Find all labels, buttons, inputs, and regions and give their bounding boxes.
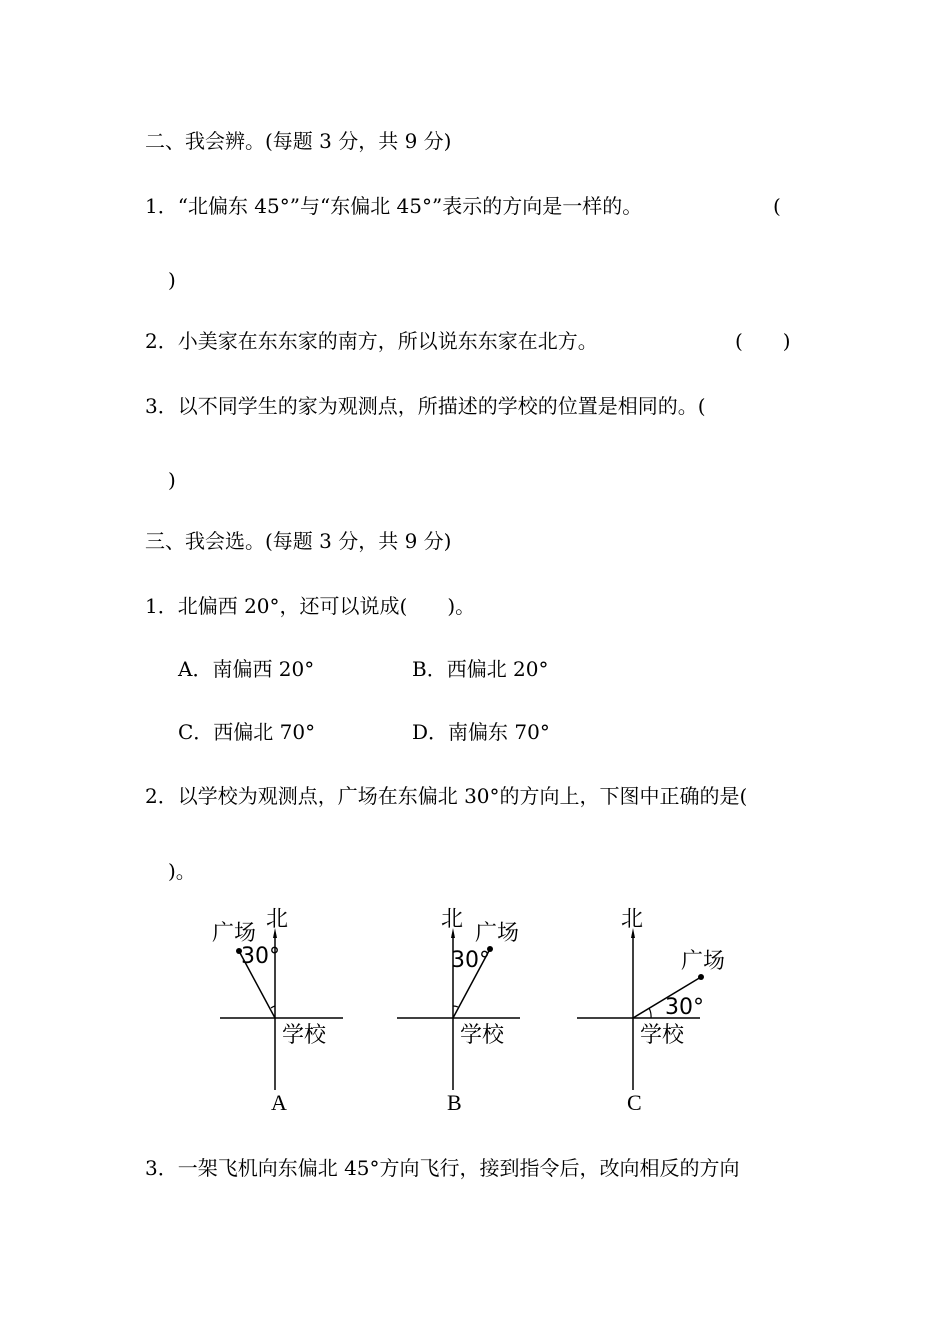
diagram-c[interactable]: [577, 907, 725, 1115]
answer-close-paren[interactable]: ): [168, 468, 176, 492]
diagram-label-b: B: [447, 1090, 462, 1115]
option-b[interactable]: B．西偏北 20°: [412, 657, 549, 681]
diagram-label-c: C: [627, 1090, 642, 1115]
section-2-question-1: 1．“北偏东 45°”与“东偏北 45°”表示的方向是一样的。: [145, 194, 643, 218]
section-2-question-2: 2．小美家在东东家的南方，所以说东东家在北方。: [145, 329, 598, 353]
section-2-question-3: 3．以不同学生的家为观测点，所描述的学校的位置是相同的。(: [145, 394, 706, 418]
north-label: 北: [621, 907, 644, 932]
north-label: 北: [441, 907, 464, 932]
square-label: 广场: [212, 921, 257, 946]
school-label: 学校: [640, 1023, 685, 1048]
option-c[interactable]: C．西偏北 70°: [178, 720, 316, 744]
answer-parens[interactable]: ( ): [735, 329, 791, 353]
angle-label: 30°: [451, 948, 490, 973]
diagram-a[interactable]: [212, 907, 343, 1115]
option-d[interactable]: D．南偏东 70°: [412, 720, 550, 744]
angle-label: 30°: [241, 944, 280, 969]
diagram-b[interactable]: [397, 907, 520, 1115]
section-3-title: 三、我会选。(每题 3 分，共 9 分): [145, 529, 452, 553]
answer-close-paren[interactable]: )。: [168, 859, 196, 883]
square-point: [698, 974, 704, 980]
angle-label: 30°: [665, 995, 704, 1020]
answer-close-paren[interactable]: ): [168, 268, 176, 292]
section-2-title: 二、我会辨。(每题 3 分，共 9 分): [145, 129, 452, 153]
section-3-question-2: 2．以学校为观测点，广场在东偏北 30°的方向上，下图中正确的是(: [145, 784, 748, 808]
square-label: 广场: [681, 949, 726, 974]
north-label: 北: [266, 907, 289, 932]
answer-open-paren[interactable]: (: [773, 194, 781, 218]
option-a[interactable]: A．南偏西 20°: [178, 657, 315, 681]
school-label: 学校: [460, 1023, 505, 1048]
section-3-question-1[interactable]: 1．北偏西 20°，还可以说成( )。: [145, 594, 476, 618]
school-label: 学校: [282, 1023, 327, 1048]
angle-arc: [649, 1008, 651, 1018]
square-label: 广场: [475, 921, 520, 946]
diagram-label-a: A: [271, 1090, 287, 1115]
section-3-question-3: 3．一架飞机向东偏北 45°方向飞行，接到指令后，改向相反的方向: [145, 1156, 740, 1180]
